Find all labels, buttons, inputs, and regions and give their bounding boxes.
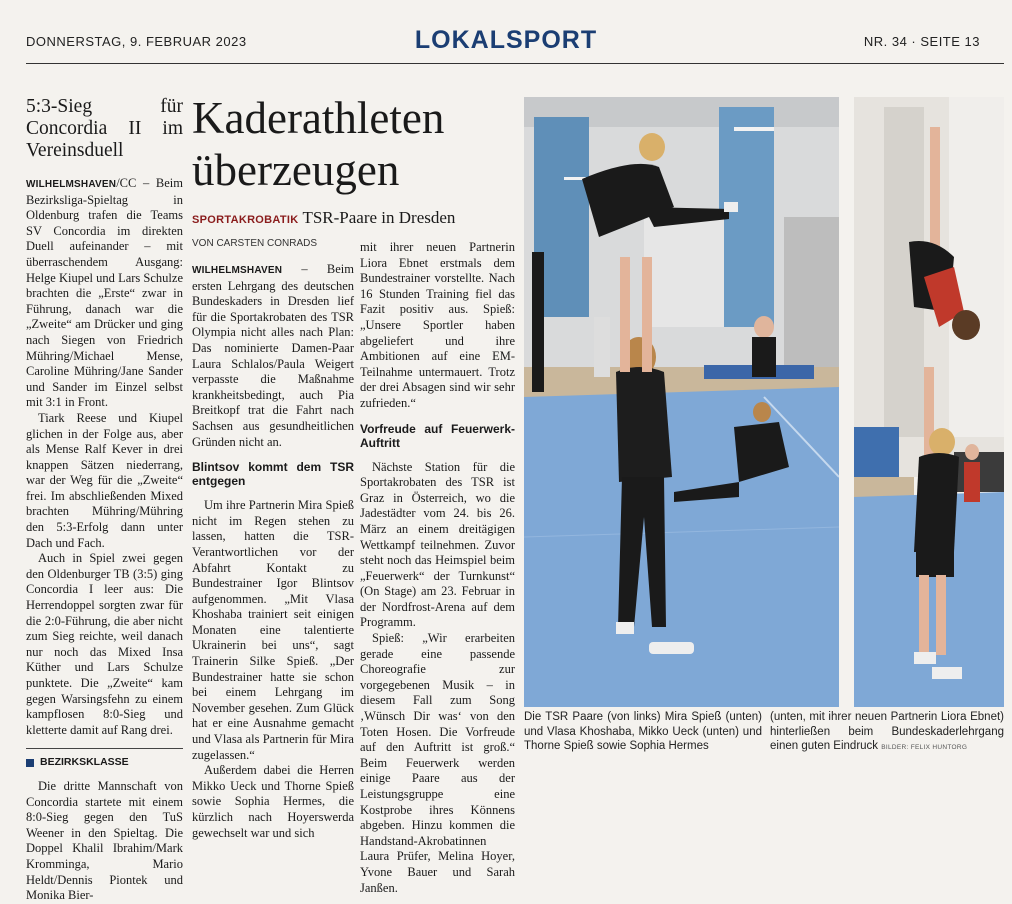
- photo-acrobats-pair: [854, 97, 1004, 707]
- left-paragraph-2: Tiark Reese und Kiupel glichen in der Folge aus, aber als Mense Ralf Kever in drei knappen Sätzen niederrang, war der Weg für die „Zweite“ frei. Im abschließenden Mixed brachten Mühring/Mühring den 5:3-Erfolg dann unter Dach und Fach.: [26, 410, 183, 550]
- left-article: [26, 96, 183, 904]
- main-paragraph-6: Spieß: „Wir erarbeiten gerade eine passende Choreografie zur vorgegebenen Musik – in diesem Fall zum Song ‚Wünsch Dir was‘ von den Toten Hosen. Die Vorfreude auf den Auftritt ist groß.“ Beim Feuerwerk werden einige Paare aus der Leistungsgruppe eine Kostprobe ihres Könnens abgeben. Hinzu kommen die Handstand-Akrobatinnen Laura Prüfer, Melina Hoyer, Yvone Bauer und Sarah Janßen.: [360, 631, 515, 895]
- main-interhead-2: Vorfreude auf Feuerwerk-Auftritt: [360, 421, 515, 450]
- photo-left-graphic: [524, 97, 839, 707]
- main-headline: Kaderathleten überzeugen: [192, 93, 445, 195]
- main-subhead: SPORTAKROBATIK TSR-Paare in Dresden: [192, 208, 456, 227]
- header-rule: [26, 63, 1004, 64]
- main-byline: VON CARSTEN CONRADS: [192, 238, 318, 249]
- left-headline: 5:3-Sieg für Concordia II im Vereinsduell: [26, 96, 183, 161]
- issue-date: DONNERSTAG, 9. FEBRUAR 2023: [26, 34, 247, 49]
- main-paragraph-1: WILHELMSHAVEN – Beim ersten Lehrgang des deutschen Bundeskaders in Dresden lief für die Sportakrobaten des TSR Olympia nicht alles nach Plan: Das nominierte Damen-Paar Laura Schlalos/Paula Weigert verpasste die Maßnahme krankheitsbedingt, auch Pia Breitkopf trat die Fahrt nach Sachsen aus gesundheitlichen Gründen nicht an.: [192, 262, 354, 449]
- photo-credit: BILDER: FELIX HUNTORG: [881, 744, 968, 751]
- main-paragraph-3: Außerdem dabei die Herren Mikko Ueck und Thorne Spieß sowie Sophia Hermes, die kürzlich nach Hoyerswerda gewechselt war und sich: [192, 763, 354, 840]
- photo-caption-left: Die TSR Paare (von links) Mira Spieß (unten) und Vlasa Khoshaba, Mikko Ueck (unten) und Thorne Spieß sowie Sophia Hermes: [524, 711, 762, 752]
- main-paragraph-2: Um ihre Partnerin Mira Spieß nicht im Regen stehen zu lassen, hatten die TSR-Verantwortlichen vor der Abfahrt Kontakt zu Bundestrainer Igor Blintsov aufgenommen. „Mit Vlasa Khoshaba trainiert seit einigen Monaten eine talentierte Ukrainerin bei uns“, sagt Trainerin Silke Spieß. „Der Bundestrainer hatte sie schon bei einem Lehrgang im November gesehen. Zum Glück hat er eine Ausnahme gemacht und Vlasa als Partnerin für Mira zugelassen.“: [192, 498, 354, 762]
- page-number: NR. 34 · SEITE 13: [863, 34, 980, 49]
- main-interhead-1: Blintsov kommt dem TSR entgegen: [192, 460, 354, 489]
- left-paragraph-3: Auch in Spiel zwei gegen den Oldenburger TB (3:5) ging Concordia I leer aus: Die Herrendoppel sorgten zwar für die 2:0-Führung, die aber nicht zum Sieg reichte, weil danach nur noch das Mixed Insa Küther und Lars Schulze punktete. Die „Zweite“ kam gegen Warsingsfehn zu einem kampflosen 8:0-Sieg und kletterte damit auf Rang drei.: [26, 551, 183, 737]
- main-dateline: WILHELMSHAVEN: [192, 265, 283, 276]
- photo-caption-right: (unten, mit ihrer neuen Partnerin Liora Ebnet) hinterließen beim Bundeskaderlehrgang einen guten Eindruck BILDER: FELIX HUNTORG: [770, 711, 1004, 752]
- main-column-1: [192, 262, 354, 841]
- photo-right-graphic: [854, 97, 1004, 707]
- section-title: LOKALSPORT: [414, 26, 598, 54]
- photo-acrobats-hall: [524, 97, 839, 707]
- main-kicker: SPORTAKROBATIK: [192, 214, 299, 226]
- left-kicker: BEZIRKSKLASSE: [26, 748, 183, 771]
- left-paragraph-1: WILHELMSHAVEN/CC – Beim Bezirksliga-Spieltag in Oldenburg trafen die Teams SV Concordia im direkten Duell aufeinander – mit überraschendem Ausgang: Helge Kiupel und Lars Schulze brachten die „Erste“ zwar in Führung, danach war die „Zweite“ am Drücker und ging nach Siegen von Friedrich Mühring/Michael Mense, Caroline Mühring/Jane Sander und Sander im Einzel selbst mit 3:1 in Front.: [26, 176, 183, 410]
- main-paragraph-5: Nächste Station für die Sportakrobaten des TSR ist Graz in Österreich, wo die Jadestädter vom 24. bis 26. März an einem dreitägigen Wettkampf teilnehmen. Zuvor steht noch das Heimspiel beim „Feuerwerk“ der Turnkunst“ (On Stage) am 23. Februar in der Nordfrost-Arena auf dem Programm.: [360, 459, 515, 630]
- main-column-2: [360, 240, 515, 896]
- main-paragraph-4: mit ihrer neuen Partnerin Liora Ebnet erstmals dem Bundestrainer vorstellte. Nach 16 Stunden Training fiel das Fazit positiv aus. Spieß: „Unsere Sportler haben abgeliefert und ihre Ambitionen auf eine EM-Teilnahme untermauert. Trotz der drei Absagen sind wir sehr zufrieden.“: [360, 240, 515, 410]
- left-paragraph-4: Die dritte Mannschaft von Concordia startete mit einem 8:0-Sieg gegen den TuS Weener in den Spieltag. Die Doppel Khalil Ibrahim/Mark Kromminga, Mario Heldt/Dennis Piontek und Monika Bier-: [26, 778, 183, 903]
- left-dateline: WILHELMSHAVEN: [26, 179, 117, 190]
